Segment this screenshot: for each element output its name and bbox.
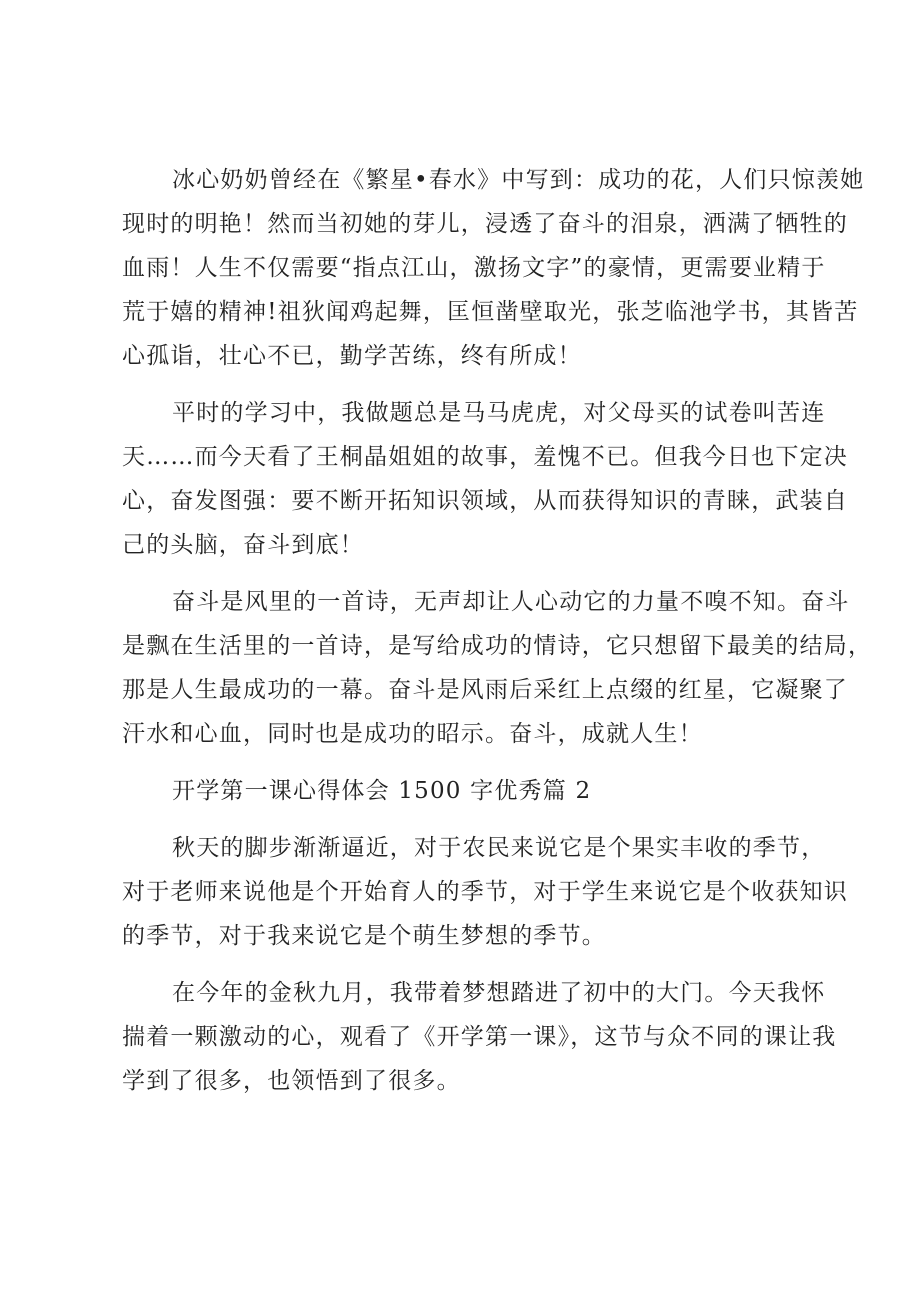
text-line: 对于老师来说他是个开始育人的季节，对于学生来说它是个收获知识 <box>122 879 848 905</box>
text-line: 那是人生最成功的一幕。奋斗是风雨后采红上点缀的红星，它凝聚了 <box>122 677 848 703</box>
text-line: 学到了很多，也领悟到了很多。 <box>122 1068 461 1094</box>
text-line: 揣着一颗激动的心，观看了《开学第一课》，这节与众不同的课让我 <box>122 1024 837 1050</box>
text-line: 心孤诣，壮心不已，勤学苦练，终有所成！ <box>122 343 582 369</box>
text-line: 己的头脑，奋斗到底！ <box>122 532 364 558</box>
document-body <box>122 158 873 1103</box>
paragraph-2 <box>122 391 848 567</box>
text-line: 的季节，对于我来说它是个萌生梦想的季节。 <box>122 923 606 949</box>
text-line: 荒于嬉的精神!祖狄闻鸡起舞，匡恒凿壁取光，张芝临池学书，其皆苦 <box>122 299 859 325</box>
text-line: 奋斗是风里的一首诗，无声却让人心动它的力量不嗅不知。奋斗 <box>172 589 850 615</box>
text-line: 汗水和心血，同时也是成功的昭示。奋斗，成就人生！ <box>122 721 703 747</box>
text-line: 冰心奶奶曾经在《繁星•春水》中写到：成功的花，人们只惊羡她 <box>172 167 865 193</box>
text-line: 平时的学习中，我做题总是马马虎虎，对父母买的试卷叫苦连 <box>172 400 826 426</box>
text-line: 是飘在生活里的一首诗，是写给成功的情诗，它只想留下最美的结局， <box>122 633 873 659</box>
section-heading: 开学第一课心得体会 1500 字优秀篇 2 <box>172 778 592 804</box>
text-line: 天……而今天看了王桐晶姐姐的故事，羞愧不已。但我今日也下定决 <box>122 444 848 470</box>
text-line: 现时的明艳！然而当初她的芽儿，浸透了奋斗的泪泉，洒满了牺牲的 <box>122 211 848 237</box>
text-line: 血雨！人生不仅需要“指点江山，激扬文字”的豪情，更需要业精于 <box>122 255 826 281</box>
paragraph-1 <box>122 158 865 378</box>
text-line: 在今年的金秋九月，我带着梦想踏进了初中的大门。今天我怀 <box>172 980 826 1006</box>
paragraph-3 <box>122 580 873 756</box>
paragraph-4 <box>122 826 848 958</box>
text-line: 秋天的脚步渐渐逼近，对于农民来说它是个果实丰收的季节， <box>172 835 826 861</box>
paragraph-5 <box>122 971 837 1103</box>
text-line: 心，奋发图强：要不断开拓知识领域，从而获得知识的青睐，武装自 <box>122 488 848 514</box>
